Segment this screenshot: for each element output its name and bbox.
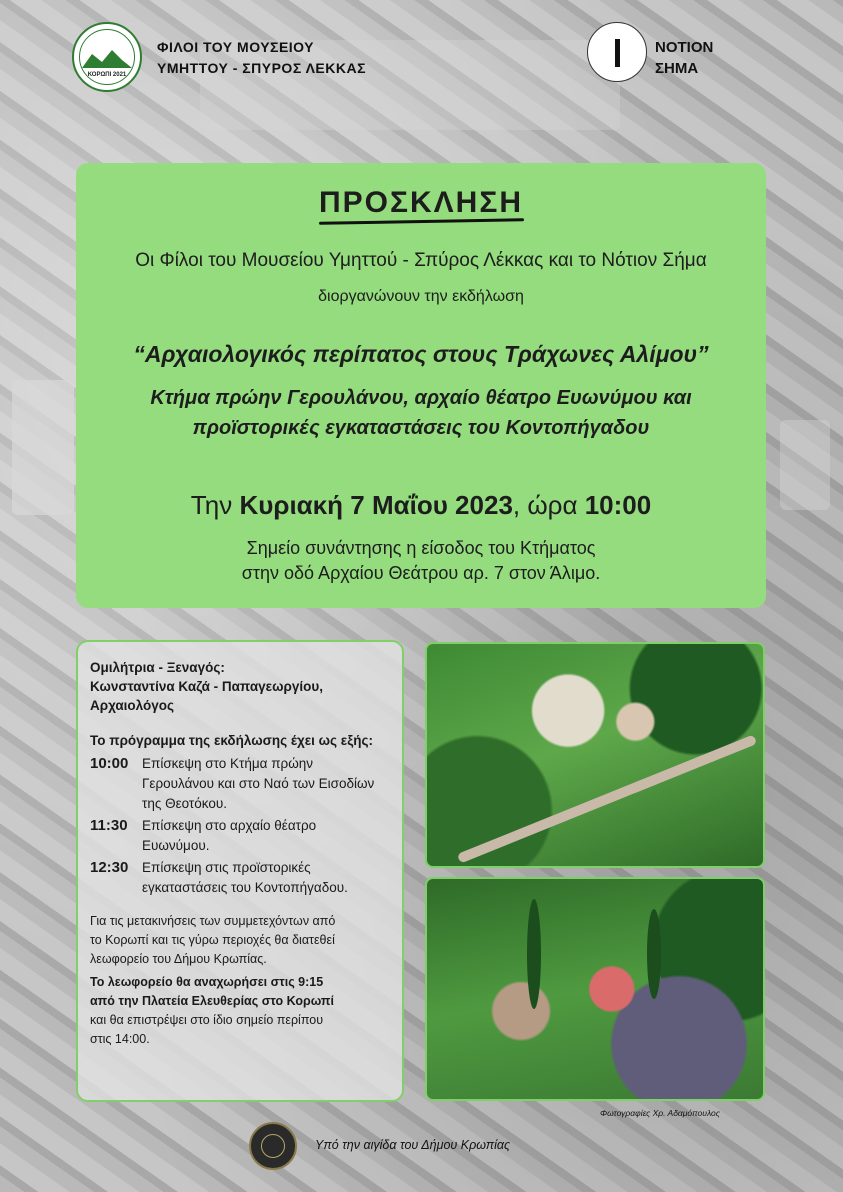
bus-note (90, 973, 390, 1049)
right-organization-name (655, 37, 713, 79)
bus-line: από την Πλατεία Ελευθερίας στο Κορωπί (90, 994, 334, 1008)
transport-line: Για τις μετακινήσεις των συμμετεχόντων από (90, 914, 336, 928)
meeting-line1: Σημείο συνάντησης η είσοδος του Κτήματος (246, 538, 596, 558)
guide-name: Κωνσταντίνα Καζά - Παπαγεωργίου, (90, 679, 323, 694)
organizers-text: Οι Φίλοι του Μουσείου Υμηττού - Σπύρος Λέκκας και το Νότιον Σήμα (135, 250, 707, 271)
background-stone (780, 420, 830, 510)
event-subtitle (76, 383, 766, 443)
transport-line: το Κορωπί και τις γύρω περιοχές θα διατεθεί (90, 933, 335, 947)
schedule-desc-line: της Θεοτόκου. (142, 796, 228, 811)
schedule-time: 10:00 (90, 755, 129, 772)
time-bold: 10:00 (584, 490, 652, 520)
transport-line: λεωφορείο του Δήμου Κρωπίας. (90, 952, 267, 966)
schedule-desc (142, 816, 316, 856)
aegis-text: Υπό την αιγίδα του Δήμου Κρωπίας (315, 1138, 511, 1152)
program-heading: Το πρόγραμμα της εκδήλωσης έχει ως εξής: (90, 733, 373, 748)
meeting-line2: στην οδό Αρχαίου Θεάτρου αρ. 7 στον Άλιμο. (241, 563, 601, 583)
notion-sima-logo (587, 22, 647, 82)
transport-note (90, 912, 390, 969)
right-org-line1: ΝΟΤΙΟΝ (655, 39, 714, 56)
guide-label: Ομιλήτρια - Ξεναγός: (90, 660, 225, 675)
aerial-photo-estate (425, 642, 765, 868)
date-prefix: Την (190, 490, 240, 520)
schedule-time: 11:30 (90, 817, 128, 834)
schedule-desc (142, 754, 374, 814)
road-shape (457, 734, 757, 863)
meeting-point (76, 536, 766, 586)
background-stone (12, 380, 74, 515)
schedule-item (90, 858, 390, 898)
schedule-desc-line: Επίσκεψη στις προϊστορικές (142, 860, 311, 875)
cypress-tree (527, 899, 541, 1009)
schedule-item (90, 754, 390, 814)
subtitle-line2: προϊστορικές εγκαταστάσεις του Κοντοπήγαδου (192, 417, 650, 439)
schedule-desc-line: Γερουλάνου και στο Ναό των Εισοδίων (142, 776, 375, 791)
vertical-bar-icon (615, 39, 620, 67)
schedule-desc (142, 858, 348, 898)
program-panel (76, 640, 404, 1102)
left-org-line1: ΦΙΛΟΙ ΤΟΥ ΜΟΥΣΕΙΟΥ (157, 39, 315, 55)
municipality-emblem-icon (249, 1122, 297, 1170)
right-org-line2: ΣΗΜΑ (655, 60, 699, 77)
left-org-line2: ΥΜΗΤΤΟΥ - ΣΠΥΡΟΣ ΛΕΚΚΑΣ (157, 60, 366, 76)
bus-line: Το λεωφορείο θα αναχωρήσει στις 9:15 (90, 975, 324, 989)
museum-friends-logo (72, 22, 142, 92)
date-mid: , ώρα (512, 490, 585, 520)
logo-town-text: ΚΟΡΩΠΙ 2021 (87, 72, 127, 78)
bus-line: στις 14:00. (90, 1032, 150, 1046)
guide-title: Αρχαιολόγος (90, 698, 175, 713)
photo-credit: Φωτογραφίες Χρ. Αδαμόπουλος (600, 1108, 720, 1118)
date-bold: Κυριακή 7 Μαΐου 2023 (239, 490, 513, 520)
aerial-photo-church (425, 877, 765, 1101)
schedule-list (90, 754, 390, 898)
schedule-desc-line: εγκαταστάσεις του Κοντοπήγαδου. (142, 880, 348, 895)
invitation-box (76, 163, 766, 608)
event-date (76, 490, 766, 521)
subtitle-line1: Κτήμα πρώην Γερουλάνου, αρχαίο θέατρο Ευωνύμου και (150, 387, 692, 409)
schedule-desc-line: Επίσκεψη στο αρχαίο θέατρο (142, 818, 317, 833)
invitation-title: ΠΡΟΣΚΛΗΣΗ (318, 186, 524, 219)
schedule-time: 12:30 (90, 859, 129, 876)
event-title: “Αρχαιολογικός περίπατος στους Τράχωνες Αλίμου” (133, 341, 709, 367)
bus-line: και θα επιστρέψει στο ίδιο σημείο περίπου (90, 1013, 324, 1027)
organize-text: διοργανώνουν την εκδήλωση (318, 288, 524, 305)
left-organization-name (157, 37, 366, 79)
schedule-item (90, 816, 390, 856)
cypress-tree (647, 909, 661, 999)
schedule-desc-line: Επίσκεψη στο Κτήμα πρώην (142, 756, 314, 771)
schedule-desc-line: Ευωνύμου. (142, 838, 210, 853)
